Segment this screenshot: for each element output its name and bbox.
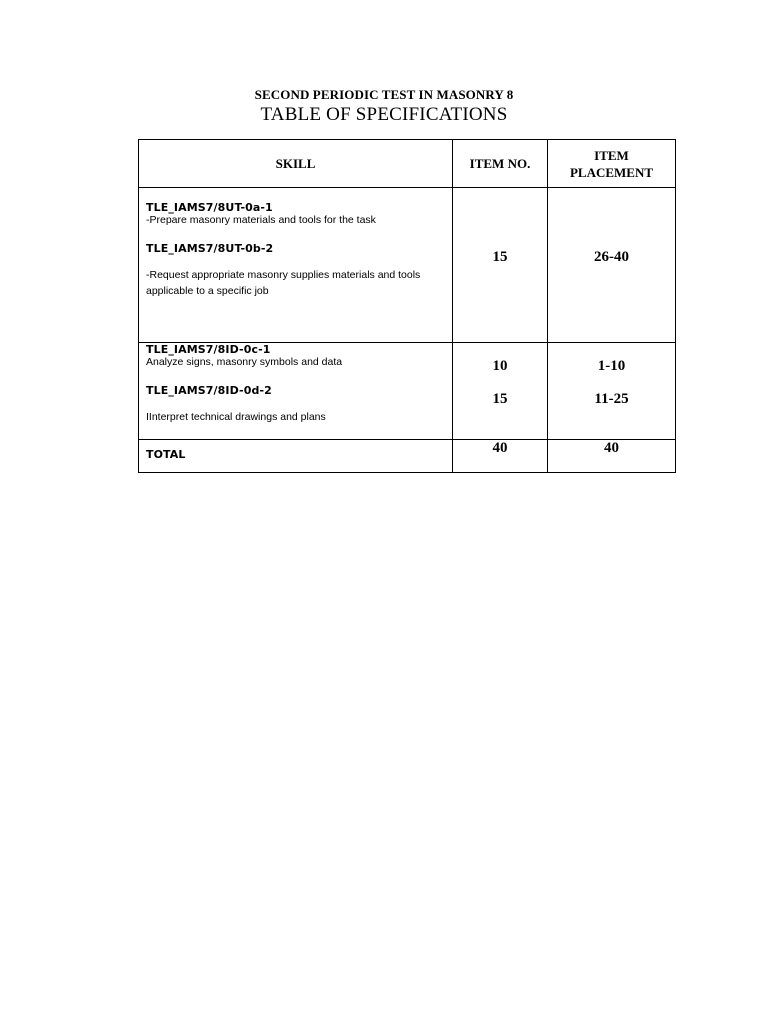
- item-no-cell: [453, 343, 548, 440]
- competency-description: Analyze signs, masonry symbols and data: [146, 356, 343, 368]
- placement-value: 1-10: [597, 358, 626, 374]
- header-item-no: ITEM NO.: [453, 140, 548, 188]
- competency-code: TLE_IAMS7/8UT-0a-1: [146, 201, 273, 214]
- total-row: [139, 440, 676, 473]
- placement-cell: [548, 343, 676, 440]
- table-row: [139, 188, 676, 343]
- competency-description: applicable to a specific job: [146, 285, 269, 297]
- document-header: [0, 86, 768, 126]
- table-header-row: [139, 140, 676, 188]
- competency-description: -Request appropriate masonry supplies materials and tools: [146, 269, 421, 281]
- item-no-value: 15: [492, 249, 508, 265]
- placement-value: 26-40: [594, 249, 629, 265]
- total-item-no-cell: [453, 440, 548, 473]
- header-item-placement-line1: ITEM: [594, 147, 629, 163]
- competency-code: TLE_IAMS7/8UT-0b-2: [146, 242, 274, 255]
- item-no-cell: [453, 188, 548, 343]
- header-item-placement: [548, 140, 676, 188]
- test-subtitle: SECOND PERIODIC TEST IN MASONRY 8: [254, 87, 514, 102]
- competency-description: -Prepare masonry materials and tools for the task: [146, 214, 376, 226]
- total-placement: 40: [604, 440, 619, 456]
- total-label-cell: [139, 440, 453, 473]
- page-title: TABLE OF SPECIFICATIONS: [260, 104, 508, 125]
- skill-cell: [139, 188, 453, 343]
- table-row: [139, 343, 676, 440]
- header-item-placement-line2: PLACEMENT: [569, 164, 654, 180]
- competency-description: IInterpret technical drawings and plans: [146, 411, 326, 423]
- competency-code: TLE_IAMS7/8ID-0c-1: [146, 343, 271, 356]
- placement-value: 11-25: [594, 391, 629, 407]
- specifications-table: [138, 139, 676, 473]
- placement-cell: [548, 188, 676, 343]
- header-skill: SKILL: [139, 140, 453, 188]
- skill-cell: [139, 343, 453, 440]
- total-placement-cell: [548, 440, 676, 473]
- total-label: TOTAL: [146, 448, 186, 461]
- item-no-value: 15: [492, 391, 508, 407]
- item-no-value: 10: [492, 358, 508, 374]
- competency-code: TLE_IAMS7/8ID-0d-2: [146, 384, 272, 397]
- total-item-no: 40: [492, 440, 508, 456]
